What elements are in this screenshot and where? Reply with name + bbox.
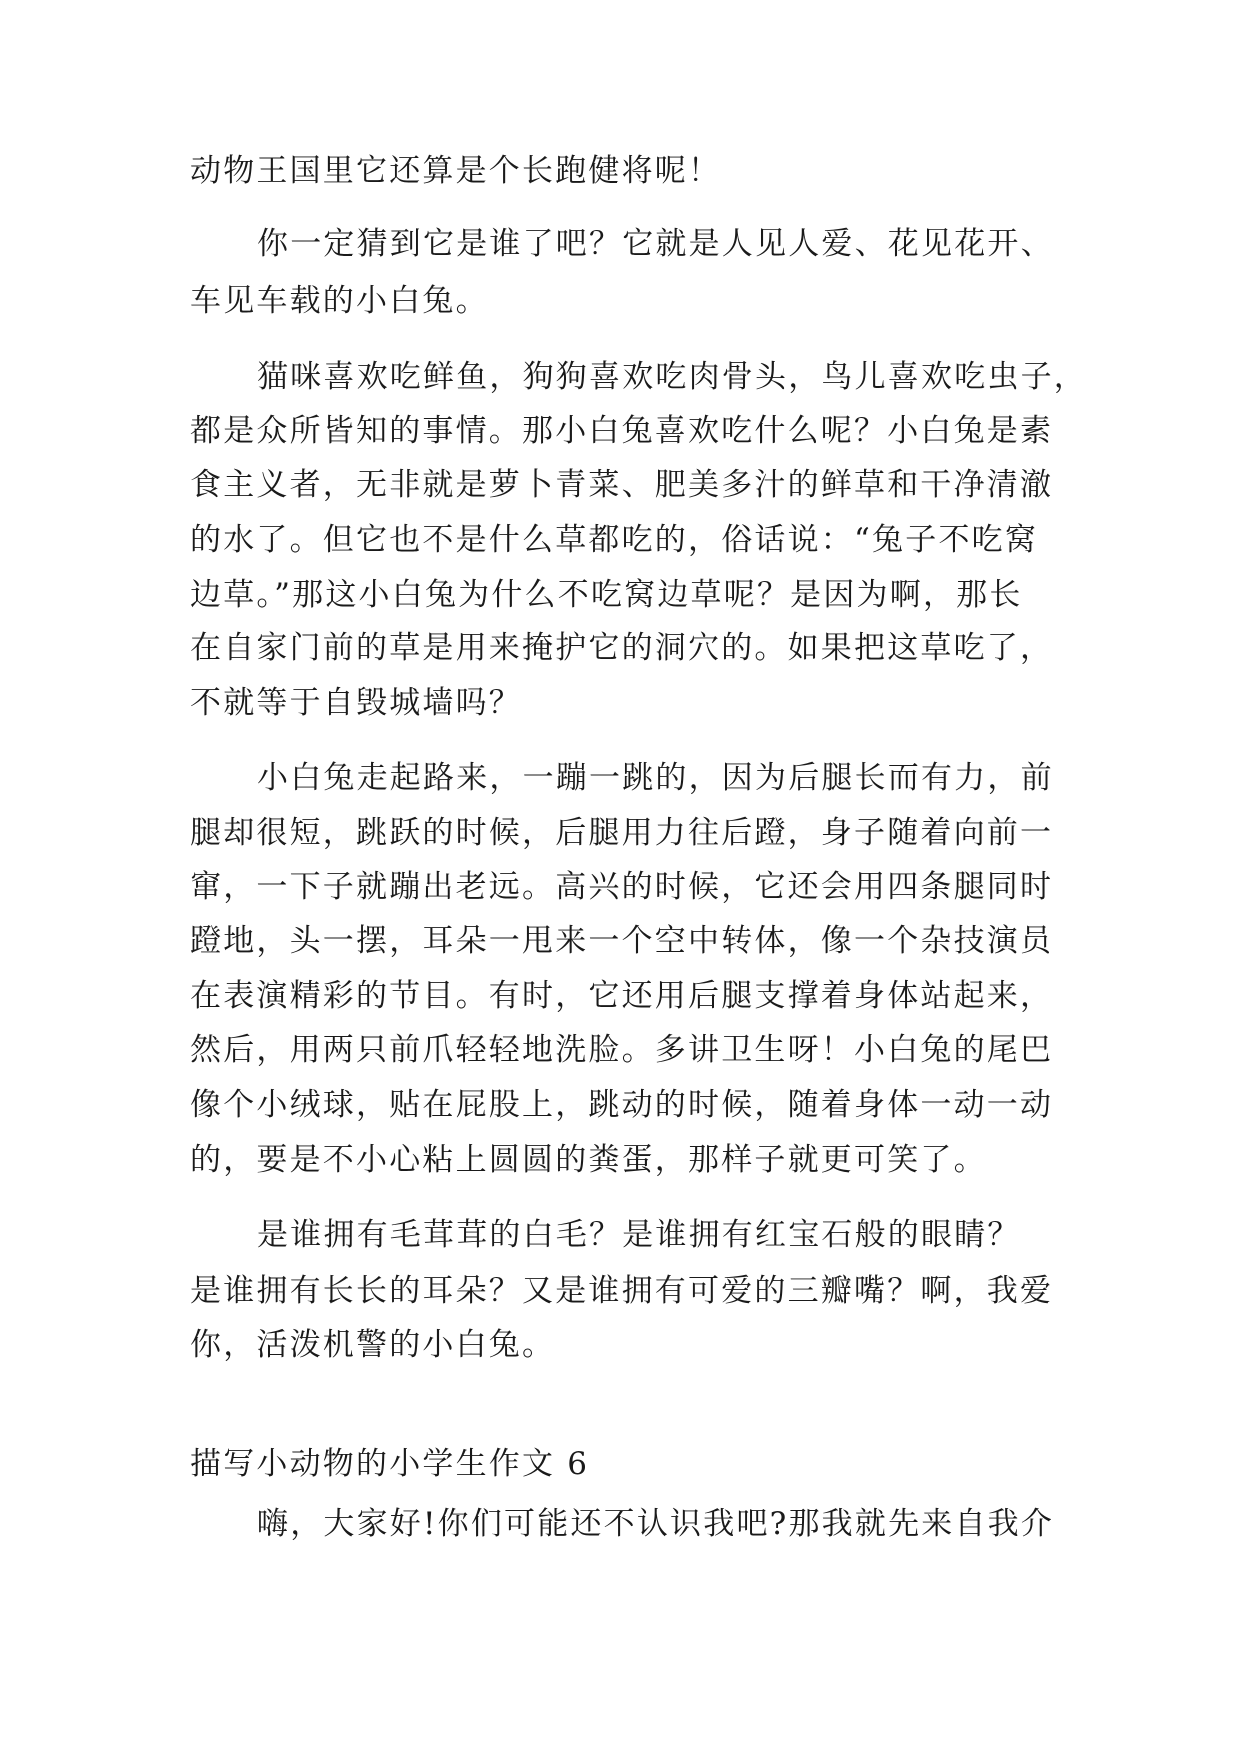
text-line: 蹬地，头一摆，耳朵一甩来一个空中转体，像一个杂技演员 bbox=[190, 923, 1054, 959]
text-line: 食主义者，无非就是萝卜青菜、肥美多汁的鲜草和干净清澈 bbox=[190, 467, 1054, 503]
text-line: 窜，一下子就蹦出老远。高兴的时候，它还会用四条腿同时 bbox=[190, 869, 1054, 905]
paragraph-first-line: 猫咪喜欢吃鲜鱼，狗狗喜欢吃肉骨头，鸟儿喜欢吃虫子， bbox=[257, 359, 1087, 395]
text-line: 不就等于自毁城墙吗？ bbox=[190, 685, 522, 721]
text-line: 像个小绒球，贴在屁股上，跳动的时候，随着身体一动一动 bbox=[190, 1087, 1054, 1123]
text-line: 的水了。但它也不是什么草都吃的，俗话说：“兔子不吃窝 bbox=[190, 522, 1039, 558]
paragraph-first-line: 小白兔走起路来，一蹦一跳的，因为后腿长而有力，前 bbox=[257, 760, 1054, 796]
paragraph-first-line: 是谁拥有毛茸茸的白毛？是谁拥有红宝石般的眼睛？ bbox=[257, 1217, 1021, 1253]
text-line: 都是众所皆知的事情。那小白兔喜欢吃什么呢？小白兔是素 bbox=[190, 413, 1054, 449]
paragraph-first-line: 嗨，大家好!你们可能还不认识我吧?那我就先来自我介 bbox=[257, 1506, 1055, 1542]
text-line: 腿却很短，跳跃的时候，后腿用力往后蹬，身子随着向前一 bbox=[190, 815, 1054, 851]
section-heading: 描写小动物的小学生作文 6 bbox=[190, 1446, 590, 1482]
paragraph-first-line: 你一定猜到它是谁了吧？它就是人见人爱、花见花开、 bbox=[257, 226, 1054, 262]
text-line: 然后，用两只前爪轻轻地洗脸。多讲卫生呀！小白兔的尾巴 bbox=[190, 1032, 1054, 1068]
text-line: 你，活泼机警的小白兔。 bbox=[190, 1327, 556, 1363]
text-line: 动物王国里它还算是个长跑健将呢！ bbox=[190, 153, 722, 189]
text-line: 在表演精彩的节目。有时，它还用后腿支撑着身体站起来， bbox=[190, 978, 1054, 1014]
text-line: 是谁拥有长长的耳朵？又是谁拥有可爱的三瓣嘴？啊，我爱 bbox=[190, 1273, 1054, 1309]
text-line: 的，要是不小心粘上圆圆的粪蛋，那样子就更可笑了。 bbox=[190, 1142, 987, 1178]
text-line: 在自家门前的草是用来掩护它的洞穴的。如果把这草吃了， bbox=[190, 630, 1054, 666]
text-line: 车见车载的小白兔。 bbox=[190, 283, 489, 319]
text-line: 边草。”那这小白兔为什么不吃窝边草呢？是因为啊，那长 bbox=[190, 577, 1023, 613]
